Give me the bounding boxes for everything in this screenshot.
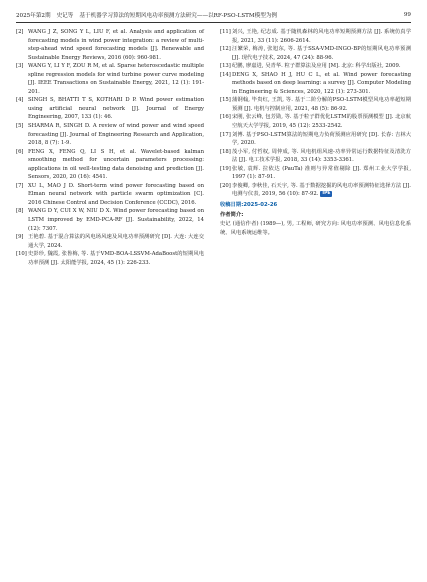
page-number: 99 [403,11,411,18]
received-label: 收稿日期: [220,201,244,208]
issue-label: 2025年第2期 [16,12,51,19]
header-article-title: 基于机器学习算法的短期风电功率预测方法研究——以RF-PSO-LSTM模型为例 [79,12,278,19]
reference-item: [4] SINGH S, BHATTI T S, KOTHARI D P. Wind power estimation using artificial neural network [J]. Journal of Energy Engineering, 2007, 133 (1): 46. [16,97,204,121]
reference-item: [9] 王艳碧. 基于混合算法的风电场风速及风电功率预测研究 [D]. 大连: 大连交通大学, 2024. [16,234,204,249]
reference-item: [6] FENG X, FENG Q, LI S H, et al. Wavelet-based kalman smoothing method for uncertain parameters processing: applications in oil well-testing data denoising and prediction [J]. Sensors, 2020, 20 (16): 4541. [16,148,204,181]
header-left [16,11,283,19]
author-intro-heading [220,211,411,220]
reference-item: [5] SHARMA R, SINGH D. A review of wind power and wind speed forecasting [J]. Journal of Engineering Research and Application, 2018, 8 (7): 1-9. [16,123,204,147]
reference-item: [20] 李俊卿, 李秋佳, 石天宇, 等. 基于数据挖掘的风电功率预测特征选择方法 [J]. 电测与仪表, 2019, 56 (10): 87-92. IPE [220,182,411,198]
reference-item: [15] 蒲钢翰, 毕贵红, 王凯, 等. 基于二阶分解的PSO-LSTM模型风电功率超短期预测 [J]. 电机与控制应用, 2021, 48 (5): 86-92. [220,97,411,112]
reference-item: [3] WANG Y, LI Y F, ZOU R M, et al. Sparse heteroscedastic multiple spline regression models for wind turbine power curve modeling [J]. IEEE Transactions on Sustainable Energy, 2021, 12 (1): 191-201. [16,63,204,95]
reference-item: [12] 汪繁荣, 梅涛, 张旭东, 等. 基于SSA-VMD-INGO-BP的短期风电功率预测 [J]. 现代电子技术, 2024, 47 (24): 88-96. [220,46,411,61]
reference-item: [14] DENG X, SHAO H J, HU C L, et al. Wind power forecasting methods based on deep learning: a survey [J]. Computer Modeling in Engineering & Sciences, 2020, 122 (1): 273-301. [220,71,411,95]
received-date: 2025-02-26 [243,201,278,208]
reference-item: [13] 纪鹏, 廖嘉进, 吴青华. 粒子群算法及应用 [M]. 北京: 科学出版社, 2009. [220,63,401,70]
header-rule [16,22,411,23]
reference-item: [7] XU L, MAO J D. Short-term wind power forecasting based on Elman neural network with particle swarm optimization [C]. 2016 Chinese Control and Decision Conference (CCDC), 2016. [16,182,204,206]
running-header [16,8,411,21]
reference-item: [17] 刘博. 基于PSO-LSTM算法的短期电力负荷预测应用研究 [D]. 长春: 吉林大学, 2020. [220,131,411,147]
ipe-badge[interactable]: IPE [322,190,331,196]
references-left-column [16,28,204,267]
reference-item: [2] WANG J Z, SONG Y L, LIU F, et al. Analysis and application of forecasting models in wind power integration: a review of multi-step-ahead wind speed forecasting models [J]. Renewable and Sustainable Energy Reviews, 2016 (60): 960-981. [16,29,204,61]
reference-item: [10] 史彭珍, 魏霞, 张鲁梅, 等. 基于VMD-BOA-LSSVM-AdaBoost的短期风电功率预测 [J]. 太阳能学报, 2024, 45 (1): 226-233. [16,251,204,266]
reference-item: [19] 张敏, 袁辉. 拉依达 (PauTa) 准则与异常值剔除 [J]. 郑州工业大学学报, 1997 (1): 87-91. [220,165,411,181]
reference-item: [11] 刘兴, 王艳, 纪志成. 基于随机森林的风电功率短期预测方法 [J]. 系统仿真学报, 2021, 33 (11): 2606-2614. [220,29,411,44]
reference-item: [8] WANG D Y, CUI X W, NIU D X. Wind power forecasting based on LSTM improved by EMD-PCA-RF [J]. Sustainability, 2022, 14 (12): 7307. [16,208,204,232]
reference-item: [18] 茂小军, 付哲权, 周仲成, 等. 风电机组风速-功率异常运行数据特征及清洗方法 [J]. 电工技术学报, 2018, 33 (14): 3353-3361. [220,148,411,164]
reference-item: [16] 宋刚, 张云峰, 包芳勋, 等. 基于粒子群优化LSTM的股票预测模型 [J]. 北京航空航天大学学报, 2019, 45 (12): 2533-2542. [220,114,411,130]
references-right-column [220,28,411,237]
header-author: 史记等 [56,12,74,19]
author-bio: 史记 (通信作者) (1989—), 男, 工程师, 研究方向: 风电功率预测、风电信息化系统、风电系统运维等。 [220,221,411,236]
received-date-line [220,201,411,210]
author-intro-label: 作者简介: [220,212,244,219]
